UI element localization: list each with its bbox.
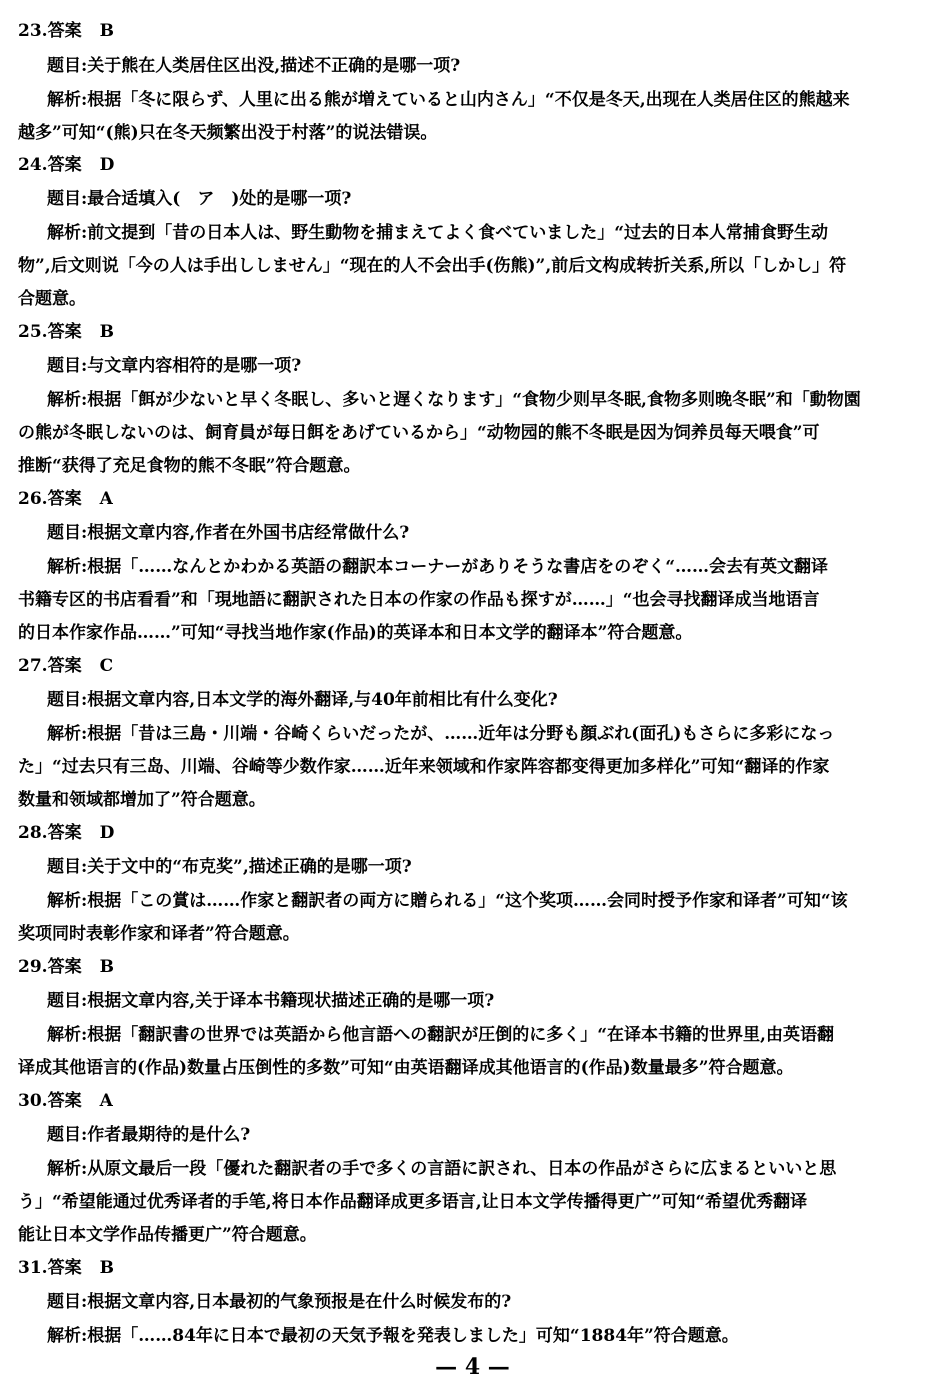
analysis-line: 书籍专区的书店看看”和「現地語に翻訳された日本の作家の作品も探すが……」“也会寻找翻译成当地语言 (18, 590, 820, 610)
question-text: 题目:作者最期待的是什么? (47, 1125, 251, 1145)
answer-line (18, 19, 114, 43)
answer-letter: D (99, 823, 115, 843)
answer-label: 答案 (47, 1091, 82, 1111)
answer-line (18, 1089, 113, 1113)
analysis-line: 解析:从原文最后一段「優れた翻訳者の手で多くの言語に訳され、日本の作品がさらに広まるといいと思 (47, 1159, 837, 1179)
answer-label: 答案 (47, 823, 82, 843)
answer-line (18, 153, 114, 177)
question-text: 题目:根据文章内容,日本文学的海外翻译,与40年前相比有什么变化? (47, 690, 558, 710)
answer-label: 答案 (47, 957, 82, 977)
analysis-line: 解析:根据「餌が少ないと早く冬眠し、多いと遅くなります」“食物少则早冬眠,食物多则晚冬眠”和「動物園 (47, 390, 861, 410)
analysis-line: 物”,后文则说「今の人は手出ししません」“现在的人不会出手(伤熊)”,前后文构成转折关系,所以「しかし」符 (18, 256, 847, 276)
answer-label: 答案 (47, 656, 82, 676)
answer-letter: D (99, 155, 115, 175)
question-text: 题目:最合适填入( ア )处的是哪一项? (47, 189, 352, 209)
question-number: 24. (18, 155, 48, 175)
question-number: 26. (18, 489, 48, 509)
analysis-line: 推断“获得了充足食物的熊不冬眠”符合题意。 (18, 456, 361, 476)
question-number: 25. (18, 322, 48, 342)
answer-line (18, 1256, 114, 1280)
answer-label: 答案 (47, 21, 82, 41)
analysis-line: 解析:前文提到「昔の日本人は、野生動物を捕まえてよく食べていました」“过去的日本人常捕食野生动 (47, 223, 829, 243)
question-text: 题目:关于文中的“布克奖”,描述正确的是哪一项? (47, 857, 412, 877)
analysis-line: 越多”可知“(熊)只在冬天频繁出没于村落”的说法错误。 (18, 123, 438, 143)
answer-letter: A (99, 489, 113, 509)
answer-label: 答案 (47, 489, 82, 509)
answer-line (18, 320, 114, 344)
question-text: 题目:关于熊在人类居住区出没,描述不正确的是哪一项? (47, 56, 461, 76)
question-number: 31. (18, 1258, 48, 1278)
analysis-line: 的日本作家作品……”可知“寻找当地作家(作品)的英译本和日本文学的翻译本”符合题意。 (18, 623, 693, 643)
answer-letter: B (99, 957, 114, 977)
analysis-line: 解析:根据「翻訳書の世界では英語から他言語への翻訳が圧倒的に多く」“在译本书籍的世界里,由英语翻 (47, 1025, 834, 1045)
analysis-line: 解析:根据「……84年に日本で最初の天気予報を発表しました」可知“1884年”符合题意。 (47, 1326, 739, 1346)
page-number: — 4 — (435, 1354, 510, 1380)
question-text: 题目:根据文章内容,作者在外国书店经常做什么? (47, 523, 410, 543)
analysis-line: 解析:根据「昔は三島・川端・谷崎くらいだったが、……近年は分野も顔ぶれ(面孔)もさらに多彩になっ (47, 724, 835, 744)
answer-letter: A (99, 1091, 113, 1111)
question-number: 29. (18, 957, 48, 977)
analysis-line: 合题意。 (18, 289, 86, 309)
answer-letter: B (99, 322, 114, 342)
analysis-line: 译成其他语言的(作品)数量占压倒性的多数”可知“由英语翻译成其他语言的(作品)数量最多”符合题意。 (18, 1058, 794, 1078)
question-number: 28. (18, 823, 48, 843)
analysis-line: た」“过去只有三岛、川端、谷崎等少数作家……近年来领域和作家阵容都变得更加多样化”可知“翻译的作家 (18, 757, 830, 777)
analysis-line: 解析:根据「この賞は……作家と翻訳者の両方に贈られる」“这个奖项……会同时授予作家和译者”可知“该 (47, 891, 848, 911)
answer-label: 答案 (47, 155, 82, 175)
question-number: 30. (18, 1091, 48, 1111)
question-text: 题目:根据文章内容,日本最初的气象预报是在什么时候发布的? (47, 1292, 512, 1312)
question-number: 23. (18, 21, 48, 41)
answer-label: 答案 (47, 1258, 82, 1278)
answer-letter: B (99, 21, 114, 41)
analysis-line: う」“希望能通过优秀译者的手笔,将日本作品翻译成更多语言,让日本文学传播得更广”可知“希望优秀翻译 (18, 1192, 808, 1212)
analysis-line: 能让日本文学作品传播更广”符合题意。 (18, 1225, 317, 1245)
answer-letter: C (99, 656, 114, 676)
question-text: 题目:与文章内容相符的是哪一项? (47, 356, 302, 376)
analysis-line: 奖项同时表彰作家和译者”符合题意。 (18, 924, 300, 944)
answer-letter: B (99, 1258, 114, 1278)
analysis-line: 解析:根据「……なんとかわかる英語の翻訳本コーナーがありそうな書店をのぞく“……会去有英文翻译 (47, 557, 829, 577)
answer-label: 答案 (47, 322, 82, 342)
answer-line (18, 654, 113, 678)
answer-line (18, 955, 114, 979)
question-text: 题目:根据文章内容,关于译本书籍现状描述正确的是哪一项? (47, 991, 495, 1011)
analysis-line: の熊が冬眠しないのは、飼育員が毎日餌をあげているから」“动物园的熊不冬眠是因为饲养员每天喂食”可 (18, 423, 820, 443)
analysis-line: 数量和领域都增加了”符合题意。 (18, 790, 266, 810)
question-number: 27. (18, 656, 48, 676)
answer-line (18, 821, 114, 845)
analysis-line: 解析:根据「冬に限らず、人里に出る熊が増えていると山内さん」“不仅是冬天,出现在人类居住区的熊越来 (47, 90, 850, 110)
answer-line (18, 487, 113, 511)
